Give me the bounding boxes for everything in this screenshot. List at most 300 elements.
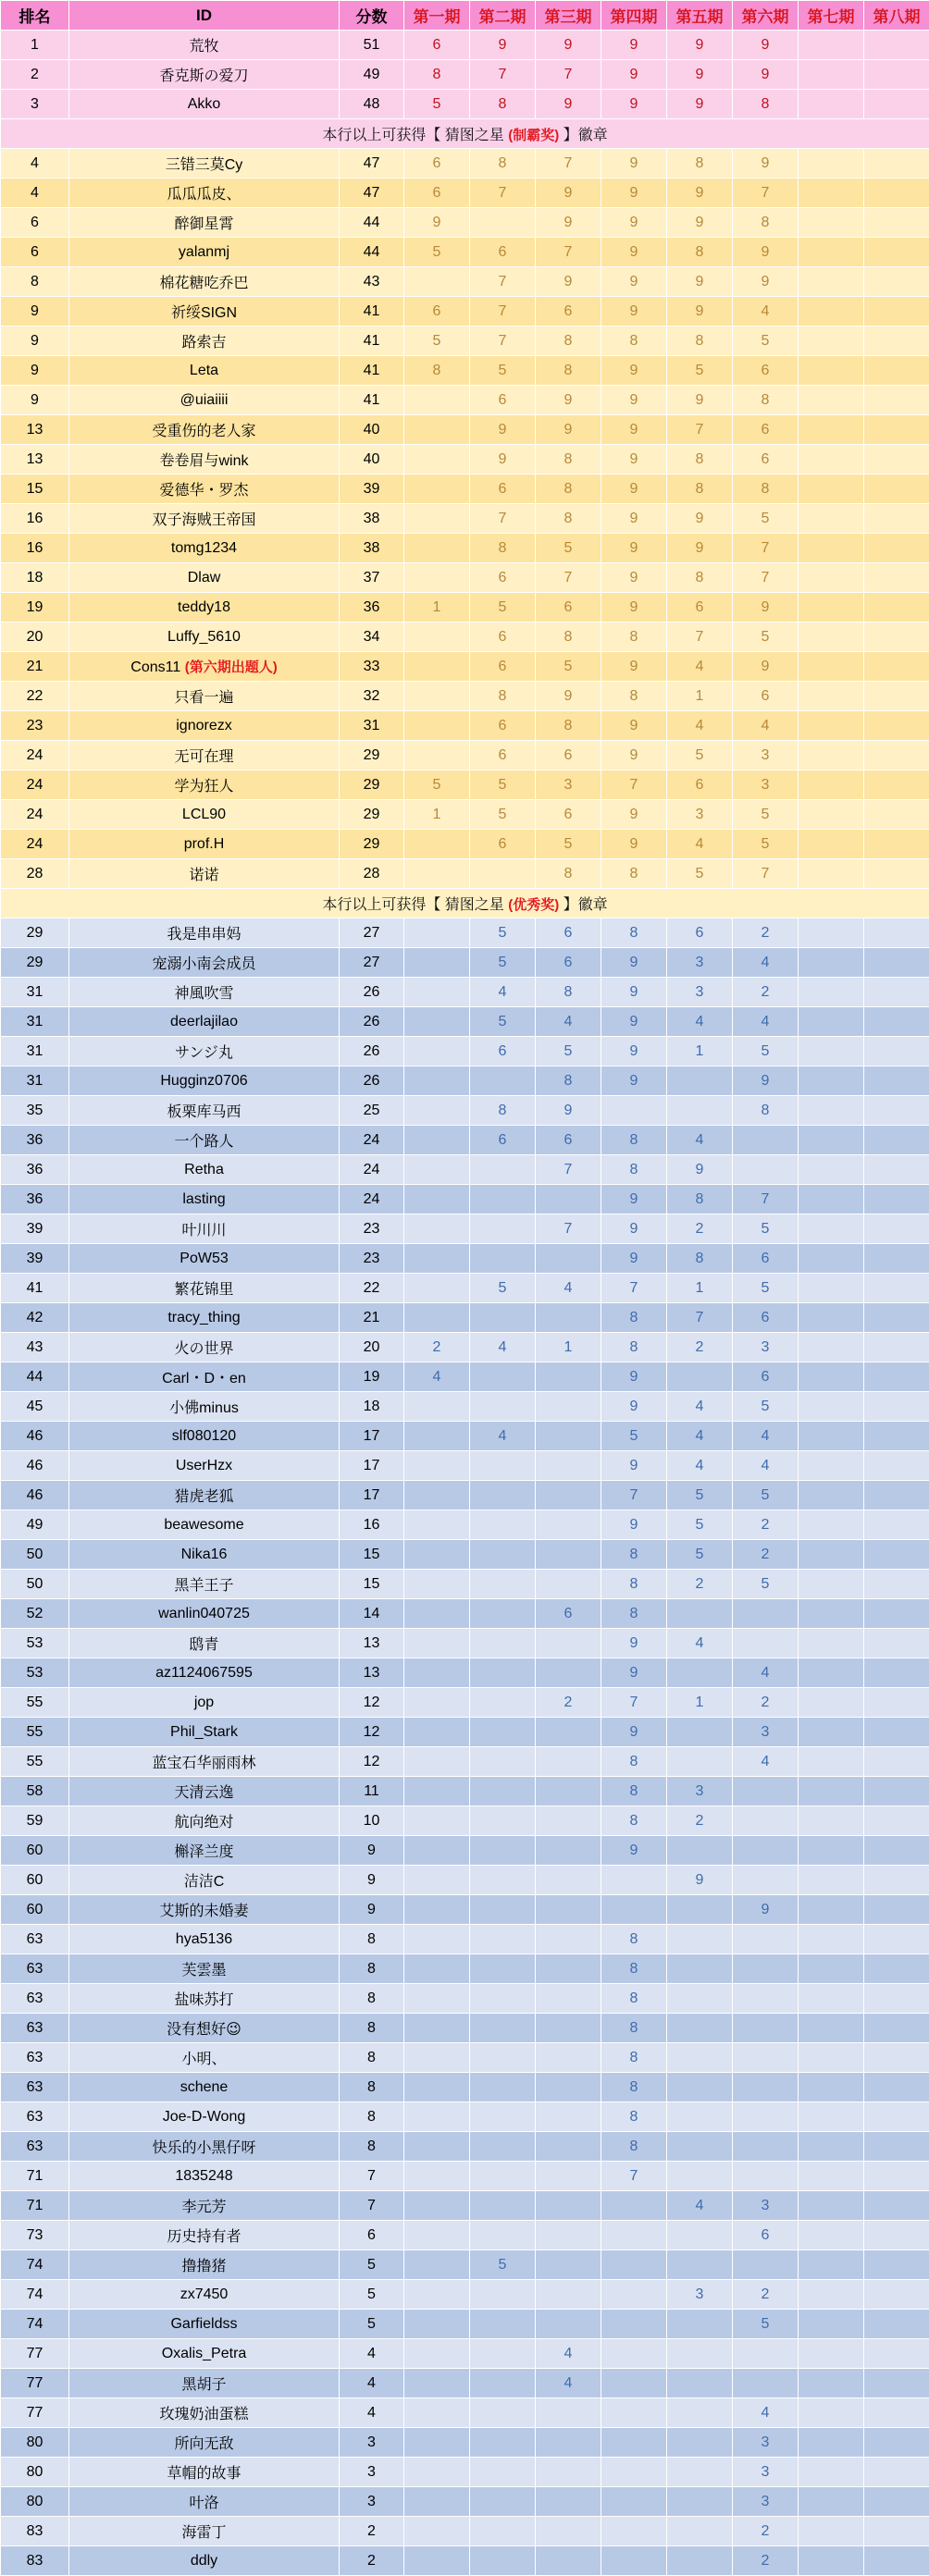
player-id: Garfieldss bbox=[170, 2316, 237, 2332]
player-id: hya5136 bbox=[176, 1931, 232, 1947]
period-cell: 9 bbox=[536, 179, 601, 208]
period-cell bbox=[864, 60, 929, 90]
header-id[interactable]: ID bbox=[69, 1, 340, 31]
player-id: 天清云逸 bbox=[174, 1785, 233, 1801]
period-cell: 8 bbox=[601, 2014, 667, 2043]
period-cell bbox=[733, 2043, 799, 2073]
table-row bbox=[1, 2280, 929, 2310]
period-cell: 2 bbox=[404, 1333, 470, 1362]
score-cell: 11 bbox=[340, 1777, 404, 1806]
score-cell: 28 bbox=[340, 859, 404, 889]
period-cell: 9 bbox=[601, 563, 667, 593]
period-cell bbox=[733, 2162, 799, 2191]
rank-cell: 55 bbox=[1, 1747, 69, 1777]
period-cell bbox=[470, 2428, 536, 2458]
period-cell bbox=[733, 1126, 799, 1155]
player-id: 小明、 bbox=[181, 2052, 226, 2067]
period-cell bbox=[864, 504, 929, 534]
score-cell: 41 bbox=[340, 327, 404, 356]
header-period-3[interactable]: 第三期 bbox=[536, 1, 601, 31]
table-row bbox=[1, 1510, 929, 1540]
period-cell bbox=[601, 1866, 667, 1895]
period-cell: 7 bbox=[667, 415, 733, 445]
period-cell: 9 bbox=[733, 267, 799, 297]
header-period-7[interactable]: 第七期 bbox=[799, 1, 864, 31]
period-cell bbox=[536, 1510, 601, 1540]
period-cell bbox=[404, 1540, 470, 1570]
player-id: prof.H bbox=[184, 836, 225, 852]
table-row bbox=[1, 563, 929, 593]
period-cell: 4 bbox=[667, 1422, 733, 1451]
period-cell: 9 bbox=[601, 31, 667, 60]
award-name: (优秀奖) bbox=[508, 897, 559, 913]
period-cell: 6 bbox=[733, 356, 799, 386]
score-cell: 34 bbox=[340, 622, 404, 652]
period-cell bbox=[470, 2458, 536, 2487]
player-id: 艾斯的未婚妻 bbox=[159, 1904, 248, 1919]
period-cell: 9 bbox=[733, 149, 799, 179]
id-cell bbox=[69, 770, 340, 800]
table-row bbox=[1, 327, 929, 356]
period-cell bbox=[864, 711, 929, 741]
period-cell bbox=[799, 1925, 864, 1954]
period-cell bbox=[470, 208, 536, 238]
period-cell bbox=[470, 1570, 536, 1599]
id-cell bbox=[69, 2250, 340, 2280]
table-row bbox=[1, 1777, 929, 1806]
player-id: 航向绝对 bbox=[174, 1815, 233, 1830]
id-cell bbox=[69, 859, 340, 889]
period-cell bbox=[404, 978, 470, 1007]
period-cell bbox=[799, 2280, 864, 2310]
period-cell bbox=[799, 475, 864, 504]
period-cell bbox=[667, 2517, 733, 2546]
period-cell: 6 bbox=[470, 1037, 536, 1066]
rank-cell: 23 bbox=[1, 711, 69, 741]
id-cell bbox=[69, 31, 340, 60]
period-cell bbox=[864, 2221, 929, 2250]
rank-cell: 16 bbox=[1, 534, 69, 563]
period-cell: 9 bbox=[601, 1214, 667, 1244]
period-cell: 4 bbox=[733, 948, 799, 978]
score-cell: 12 bbox=[340, 1688, 404, 1718]
id-cell bbox=[69, 1274, 340, 1303]
rank-cell: 71 bbox=[1, 2162, 69, 2191]
table-row bbox=[1, 2487, 929, 2517]
period-cell: 6 bbox=[733, 682, 799, 711]
period-cell bbox=[799, 2517, 864, 2546]
period-cell: 7 bbox=[470, 179, 536, 208]
period-cell: 3 bbox=[667, 800, 733, 830]
period-cell bbox=[404, 2369, 470, 2398]
rank-cell: 9 bbox=[1, 356, 69, 386]
period-cell bbox=[667, 2428, 733, 2458]
period-cell bbox=[799, 593, 864, 622]
score-cell: 38 bbox=[340, 534, 404, 563]
player-id: 我是串串妈 bbox=[167, 927, 241, 943]
period-cell bbox=[864, 1540, 929, 1570]
id-cell bbox=[69, 386, 340, 415]
period-cell bbox=[536, 2014, 601, 2043]
period-cell bbox=[536, 1747, 601, 1777]
period-cell bbox=[470, 1362, 536, 1392]
period-cell: 6 bbox=[733, 1244, 799, 1274]
period-cell: 9 bbox=[601, 1007, 667, 1037]
table-row bbox=[1, 2043, 929, 2073]
period-cell bbox=[536, 1629, 601, 1658]
rank-cell: 4 bbox=[1, 179, 69, 208]
period-cell bbox=[404, 2339, 470, 2369]
period-cell: 6 bbox=[404, 297, 470, 327]
period-cell: 9 bbox=[601, 1658, 667, 1688]
header-period-1[interactable]: 第一期 bbox=[404, 1, 470, 31]
period-cell bbox=[404, 1895, 470, 1925]
table-row bbox=[1, 1481, 929, 1510]
period-cell bbox=[404, 711, 470, 741]
id-cell bbox=[69, 978, 340, 1007]
period-cell: 4 bbox=[536, 2339, 601, 2369]
player-id: ddly bbox=[191, 2553, 217, 2569]
period-cell bbox=[536, 1806, 601, 1836]
period-cell bbox=[864, 2546, 929, 2576]
table-row bbox=[1, 1126, 929, 1155]
player-id: 小佛minus bbox=[169, 1400, 239, 1416]
score-cell: 29 bbox=[340, 800, 404, 830]
period-cell bbox=[404, 2280, 470, 2310]
period-cell: 7 bbox=[536, 563, 601, 593]
period-cell: 9 bbox=[667, 90, 733, 119]
period-cell: 9 bbox=[601, 534, 667, 563]
period-cell bbox=[799, 149, 864, 179]
period-cell bbox=[864, 1007, 929, 1037]
id-cell bbox=[69, 238, 340, 267]
period-cell bbox=[601, 2517, 667, 2546]
period-cell: 2 bbox=[733, 918, 799, 948]
period-cell: 4 bbox=[733, 1007, 799, 1037]
id-cell bbox=[69, 2517, 340, 2546]
period-cell bbox=[404, 475, 470, 504]
period-cell bbox=[799, 1451, 864, 1481]
period-cell bbox=[799, 1599, 864, 1629]
period-cell: 8 bbox=[470, 90, 536, 119]
period-cell bbox=[799, 2191, 864, 2221]
id-cell bbox=[69, 208, 340, 238]
id-cell bbox=[69, 2339, 340, 2369]
id-cell bbox=[69, 1866, 340, 1895]
period-cell: 9 bbox=[601, 415, 667, 445]
score-cell: 41 bbox=[340, 386, 404, 415]
period-cell bbox=[404, 2221, 470, 2250]
period-cell: 5 bbox=[601, 1422, 667, 1451]
period-cell: 4 bbox=[667, 1007, 733, 1037]
id-cell bbox=[69, 1333, 340, 1362]
period-cell bbox=[864, 2369, 929, 2398]
period-cell bbox=[799, 1510, 864, 1540]
score-cell: 13 bbox=[340, 1629, 404, 1658]
rank-cell: 24 bbox=[1, 830, 69, 859]
period-cell bbox=[470, 1954, 536, 1984]
rank-cell: 63 bbox=[1, 2102, 69, 2132]
id-cell bbox=[69, 2458, 340, 2487]
table-row bbox=[1, 2162, 929, 2191]
score-cell: 23 bbox=[340, 1244, 404, 1274]
period-cell bbox=[864, 386, 929, 415]
period-cell bbox=[404, 2014, 470, 2043]
score-cell: 29 bbox=[340, 770, 404, 800]
period-cell bbox=[470, 2132, 536, 2162]
period-cell: 9 bbox=[601, 1451, 667, 1481]
period-cell bbox=[404, 1866, 470, 1895]
period-cell: 5 bbox=[536, 652, 601, 682]
period-cell bbox=[404, 2487, 470, 2517]
period-cell: 5 bbox=[733, 1214, 799, 1244]
rank-cell: 83 bbox=[1, 2517, 69, 2546]
period-cell: 5 bbox=[667, 859, 733, 889]
period-cell bbox=[404, 1096, 470, 1126]
score-cell: 3 bbox=[340, 2458, 404, 2487]
period-cell: 8 bbox=[536, 327, 601, 356]
id-cell bbox=[69, 682, 340, 711]
period-cell bbox=[733, 1629, 799, 1658]
period-cell bbox=[404, 1126, 470, 1155]
score-cell: 17 bbox=[340, 1422, 404, 1451]
id-cell bbox=[69, 2132, 340, 2162]
period-cell: 8 bbox=[536, 859, 601, 889]
period-cell: 8 bbox=[536, 475, 601, 504]
threshold-prefix: 本行以上可获得【 猜图之星 bbox=[322, 128, 508, 143]
header-period-2[interactable]: 第二期 bbox=[470, 1, 536, 31]
score-cell: 2 bbox=[340, 2546, 404, 2576]
header-score[interactable]: 分数 bbox=[340, 1, 404, 31]
table-row bbox=[1, 1214, 929, 1244]
period-cell: 8 bbox=[667, 327, 733, 356]
period-cell: 9 bbox=[601, 445, 667, 475]
header-period-4[interactable]: 第四期 bbox=[601, 1, 667, 31]
score-cell: 26 bbox=[340, 978, 404, 1007]
period-cell: 8 bbox=[470, 149, 536, 179]
period-cell bbox=[799, 386, 864, 415]
period-cell bbox=[404, 2517, 470, 2546]
rank-cell: 46 bbox=[1, 1422, 69, 1451]
id-cell bbox=[69, 830, 340, 859]
score-cell: 7 bbox=[340, 2191, 404, 2221]
period-cell: 6 bbox=[470, 386, 536, 415]
period-cell bbox=[799, 2221, 864, 2250]
table-row bbox=[1, 1984, 929, 2014]
score-cell: 36 bbox=[340, 593, 404, 622]
threshold-note bbox=[1, 119, 929, 149]
period-cell bbox=[667, 2398, 733, 2428]
period-cell bbox=[667, 1599, 733, 1629]
player-id: Nika16 bbox=[181, 1547, 228, 1562]
period-cell: 2 bbox=[667, 1570, 733, 1599]
score-cell: 8 bbox=[340, 2014, 404, 2043]
header-period-5[interactable]: 第五期 bbox=[667, 1, 733, 31]
period-cell bbox=[864, 475, 929, 504]
period-cell bbox=[404, 830, 470, 859]
rank-cell: 41 bbox=[1, 1274, 69, 1303]
period-cell bbox=[536, 2517, 601, 2546]
rank-cell: 13 bbox=[1, 415, 69, 445]
player-id: UserHzx bbox=[176, 1458, 232, 1473]
period-cell bbox=[733, 1984, 799, 2014]
period-cell bbox=[733, 2339, 799, 2369]
period-cell: 8 bbox=[601, 2043, 667, 2073]
player-id: 荒牧 bbox=[189, 39, 218, 55]
id-cell bbox=[69, 2369, 340, 2398]
period-cell: 5 bbox=[733, 2310, 799, 2339]
rank-cell: 77 bbox=[1, 2369, 69, 2398]
period-cell bbox=[470, 2546, 536, 2576]
id-cell bbox=[69, 1185, 340, 1214]
period-cell bbox=[601, 2280, 667, 2310]
period-cell bbox=[864, 2458, 929, 2487]
table-row bbox=[1, 386, 929, 415]
player-id: 没有想好😉 bbox=[167, 2022, 242, 2038]
rank-cell: 74 bbox=[1, 2250, 69, 2280]
period-cell: 8 bbox=[667, 238, 733, 267]
period-cell bbox=[864, 297, 929, 327]
rank-cell: 9 bbox=[1, 297, 69, 327]
period-cell: 5 bbox=[733, 622, 799, 652]
period-cell bbox=[470, 1303, 536, 1333]
period-cell: 2 bbox=[733, 1540, 799, 1570]
period-cell: 6 bbox=[536, 1126, 601, 1155]
period-cell: 3 bbox=[536, 770, 601, 800]
score-cell: 29 bbox=[340, 830, 404, 859]
period-cell: 9 bbox=[601, 1185, 667, 1214]
period-cell: 2 bbox=[733, 2280, 799, 2310]
id-cell bbox=[69, 2043, 340, 2073]
period-cell bbox=[404, 918, 470, 948]
id-cell bbox=[69, 445, 340, 475]
header-period-6[interactable]: 第六期 bbox=[733, 1, 799, 31]
period-cell bbox=[404, 2428, 470, 2458]
rank-cell: 60 bbox=[1, 1895, 69, 1925]
table-row bbox=[1, 1333, 929, 1362]
period-cell bbox=[864, 1037, 929, 1066]
period-cell bbox=[799, 2310, 864, 2339]
period-cell bbox=[667, 1895, 733, 1925]
period-cell bbox=[601, 2339, 667, 2369]
period-cell bbox=[470, 2014, 536, 2043]
score-cell: 19 bbox=[340, 1362, 404, 1392]
period-cell bbox=[864, 208, 929, 238]
player-id: 瓜瓜瓜皮、 bbox=[167, 187, 241, 203]
period-cell bbox=[470, 2102, 536, 2132]
table-row bbox=[1, 1451, 929, 1481]
rank-cell: 53 bbox=[1, 1658, 69, 1688]
period-cell: 6 bbox=[470, 475, 536, 504]
period-cell: 6 bbox=[667, 593, 733, 622]
threshold-note bbox=[1, 889, 929, 918]
period-cell: 7 bbox=[733, 563, 799, 593]
table-row bbox=[1, 800, 929, 830]
period-cell bbox=[404, 1658, 470, 1688]
period-cell bbox=[864, 534, 929, 563]
header-rank[interactable]: 排名 bbox=[1, 1, 69, 31]
score-cell: 27 bbox=[340, 918, 404, 948]
header-period-8[interactable]: 第八期 bbox=[864, 1, 929, 31]
score-cell: 41 bbox=[340, 297, 404, 327]
rank-cell: 2 bbox=[1, 60, 69, 90]
id-cell bbox=[69, 2073, 340, 2102]
period-cell: 2 bbox=[667, 1333, 733, 1362]
player-id: 神風吹雪 bbox=[174, 986, 233, 1002]
period-cell bbox=[667, 2043, 733, 2073]
period-cell bbox=[864, 1718, 929, 1747]
period-cell bbox=[799, 711, 864, 741]
period-cell: 8 bbox=[536, 978, 601, 1007]
period-cell bbox=[799, 1954, 864, 1984]
period-cell bbox=[470, 2487, 536, 2517]
period-cell: 6 bbox=[733, 2221, 799, 2250]
period-cell: 8 bbox=[667, 475, 733, 504]
player-id: Carl・D・en bbox=[162, 1371, 246, 1387]
period-cell bbox=[864, 682, 929, 711]
period-cell: 8 bbox=[601, 1777, 667, 1806]
period-cell bbox=[799, 1836, 864, 1866]
id-cell bbox=[69, 741, 340, 770]
score-cell: 32 bbox=[340, 682, 404, 711]
period-cell bbox=[799, 1066, 864, 1096]
rank-cell: 60 bbox=[1, 1836, 69, 1866]
table-row bbox=[1, 1658, 929, 1688]
period-cell bbox=[404, 2310, 470, 2339]
period-cell bbox=[404, 1718, 470, 1747]
period-cell bbox=[799, 2398, 864, 2428]
period-cell: 2 bbox=[667, 1214, 733, 1244]
rank-cell: 24 bbox=[1, 800, 69, 830]
period-cell bbox=[470, 2517, 536, 2546]
period-cell: 9 bbox=[404, 208, 470, 238]
rank-cell: 6 bbox=[1, 238, 69, 267]
period-cell: 9 bbox=[601, 1037, 667, 1066]
player-id: 棉花糖吃乔巴 bbox=[159, 276, 248, 291]
period-cell: 9 bbox=[601, 297, 667, 327]
period-cell: 5 bbox=[733, 504, 799, 534]
table-row bbox=[1, 2014, 929, 2043]
period-cell: 8 bbox=[601, 1954, 667, 1984]
header-row bbox=[1, 1, 929, 31]
period-cell bbox=[864, 149, 929, 179]
period-cell bbox=[404, 2073, 470, 2102]
period-cell: 5 bbox=[470, 2250, 536, 2280]
period-cell bbox=[864, 1362, 929, 1392]
period-cell: 4 bbox=[733, 297, 799, 327]
period-cell bbox=[799, 534, 864, 563]
period-cell bbox=[864, 179, 929, 208]
score-cell: 12 bbox=[340, 1747, 404, 1777]
period-cell bbox=[470, 1895, 536, 1925]
player-id: wanlin040725 bbox=[158, 1606, 250, 1621]
period-cell: 8 bbox=[667, 563, 733, 593]
table-row bbox=[1, 593, 929, 622]
period-cell: 9 bbox=[667, 179, 733, 208]
period-cell bbox=[536, 2546, 601, 2576]
score-cell: 15 bbox=[340, 1540, 404, 1570]
period-cell: 5 bbox=[667, 356, 733, 386]
player-id: jop bbox=[194, 1695, 214, 1710]
period-cell: 7 bbox=[601, 1688, 667, 1718]
period-cell: 9 bbox=[601, 208, 667, 238]
period-cell: 8 bbox=[601, 1570, 667, 1599]
period-cell bbox=[799, 1540, 864, 1570]
player-id: 撸撸猪 bbox=[181, 2259, 226, 2274]
period-cell: 8 bbox=[470, 1096, 536, 1126]
score-cell: 8 bbox=[340, 2073, 404, 2102]
period-cell bbox=[601, 2546, 667, 2576]
